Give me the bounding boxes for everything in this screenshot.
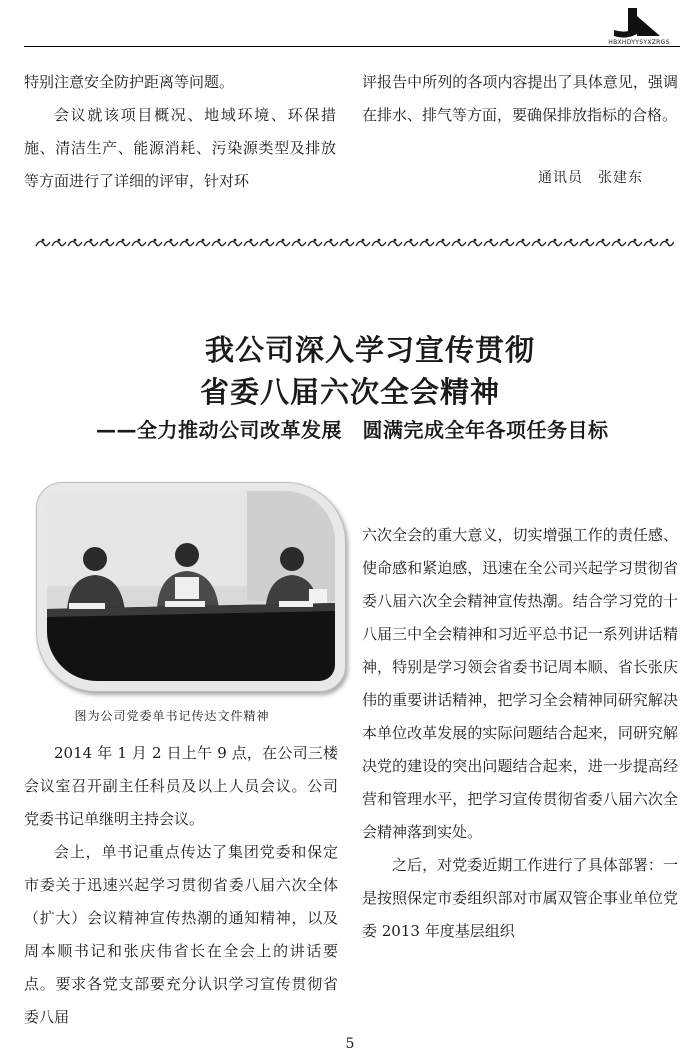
divider-ornament	[132, 239, 146, 246]
photo-frame	[36, 482, 346, 692]
top-left-column	[24, 66, 336, 198]
article-left-column	[24, 737, 338, 1034]
divider-ornament	[500, 239, 514, 246]
divider-ornament	[100, 239, 114, 246]
divider-ornament	[484, 239, 498, 246]
divider-ornament	[516, 239, 530, 246]
article-title-line-2: 省委八届六次全会精神	[199, 375, 500, 409]
divider-ornament	[308, 239, 322, 246]
article-subtitle: ——全力推动公司改革发展 圆满完成全年各项任务目标	[96, 418, 609, 442]
divider-ornament	[292, 239, 306, 246]
logo-code: HBXHDYYSYXZRGS	[608, 39, 670, 46]
top-left-paragraph: 会议就该项目概况、地域环境、环保措施、清洁生产、能源消耗、污染源类型及排放等方面进行了详细的评审，针对环	[24, 106, 336, 190]
divider-ornament	[548, 239, 562, 246]
byline: 通讯员 张建东	[538, 170, 643, 186]
logo-mark-icon	[610, 6, 662, 38]
divider-ornament	[660, 239, 674, 246]
divider-ornament	[532, 239, 546, 246]
article-paragraph-4: 之后，对党委近期工作进行了具体部署：一是按照保定市委组织部对市属双管企事业单位党委 2013 年度基层组织	[362, 856, 678, 940]
divider-ornament	[84, 239, 98, 246]
divider-ornament	[116, 239, 130, 246]
divider-ornament	[356, 239, 370, 246]
article-paragraph-3: 六次全会的重大意义，切实增强工作的责任感、使命感和紧迫感，迅速在全公司兴起学习贯彻省委八届六次全会精神宣传热潮。结合学习党的十八届三中全会精神和习近平总书记一系列讲话精神，特别是学习领会省委书记周本顺、省长张庆伟的重要讲话精神，把学习全会精神同研究解决本单位改革发展的实际问题结合起来，同研究解决党的建设的突出问题结合起来，进一步提高经营和管理水平，把学习宣传贯彻省委八届六次全会精神落到实处。	[362, 526, 678, 841]
divider-ornament	[404, 239, 418, 246]
divider-ornament	[260, 239, 274, 246]
article-paragraph-1: 2014 年 1 月 2 日上午 9 点，在公司三楼会议室召开副主任科员及以上人员会议。公司党委书记单继明主持会议。	[24, 744, 338, 828]
divider-ornament	[180, 239, 194, 246]
divider-ornament	[148, 239, 162, 246]
divider-ornament	[468, 239, 482, 246]
publication-logo	[596, 6, 682, 46]
divider-ornament	[436, 239, 450, 246]
divider-ornament	[388, 239, 402, 246]
divider-ornament	[628, 239, 642, 246]
divider-ornament	[580, 239, 594, 246]
divider-ornament	[52, 239, 66, 246]
divider-ornament	[196, 239, 210, 246]
decorative-divider	[34, 236, 674, 250]
divider-ornament	[612, 239, 626, 246]
divider-ornament	[340, 239, 354, 246]
divider-ornament	[372, 239, 386, 246]
page-number: 5	[345, 1036, 355, 1052]
divider-ornament	[564, 239, 578, 246]
divider-ornament	[452, 239, 466, 246]
divider-ornament	[644, 239, 658, 246]
article-right-column	[362, 519, 678, 948]
top-left-line-1: 特别注意安全防护距离等问题。	[24, 73, 235, 91]
header-rule	[24, 46, 680, 47]
divider-ornament	[228, 239, 242, 246]
article-paragraph-2: 会上，单书记重点传达了集团党委和保定市委关于迅速兴起学习贯彻省委八届六次全体（扩大）会议精神宣传热潮的通知精神，以及周本顺书记和张庆伟省长在全会上的讲话要点。要求各党支部要充分认识学习宣传贯彻省委八届	[24, 843, 338, 1026]
top-right-paragraph: 评报告中所列的各项内容提出了具体意见，强调在排水、排气等方面，要确保排放指标的合格。	[362, 73, 678, 124]
divider-ornament	[212, 239, 226, 246]
divider-ornament	[36, 239, 50, 246]
divider-ornament	[68, 239, 82, 246]
divider-ornament	[244, 239, 258, 246]
meeting-photo	[47, 491, 335, 681]
top-right-column	[362, 66, 678, 132]
divider-ornament	[420, 239, 434, 246]
meeting-photo-illustration	[47, 491, 335, 681]
article-title-line-1: 我公司深入学习宣传贯彻	[204, 333, 535, 367]
divider-ornament	[276, 239, 290, 246]
divider-ornament	[596, 239, 610, 246]
divider-ornament	[164, 239, 178, 246]
divider-ornament	[324, 239, 338, 246]
photo-caption: 图为公司党委单书记传达文件精神	[74, 709, 270, 723]
